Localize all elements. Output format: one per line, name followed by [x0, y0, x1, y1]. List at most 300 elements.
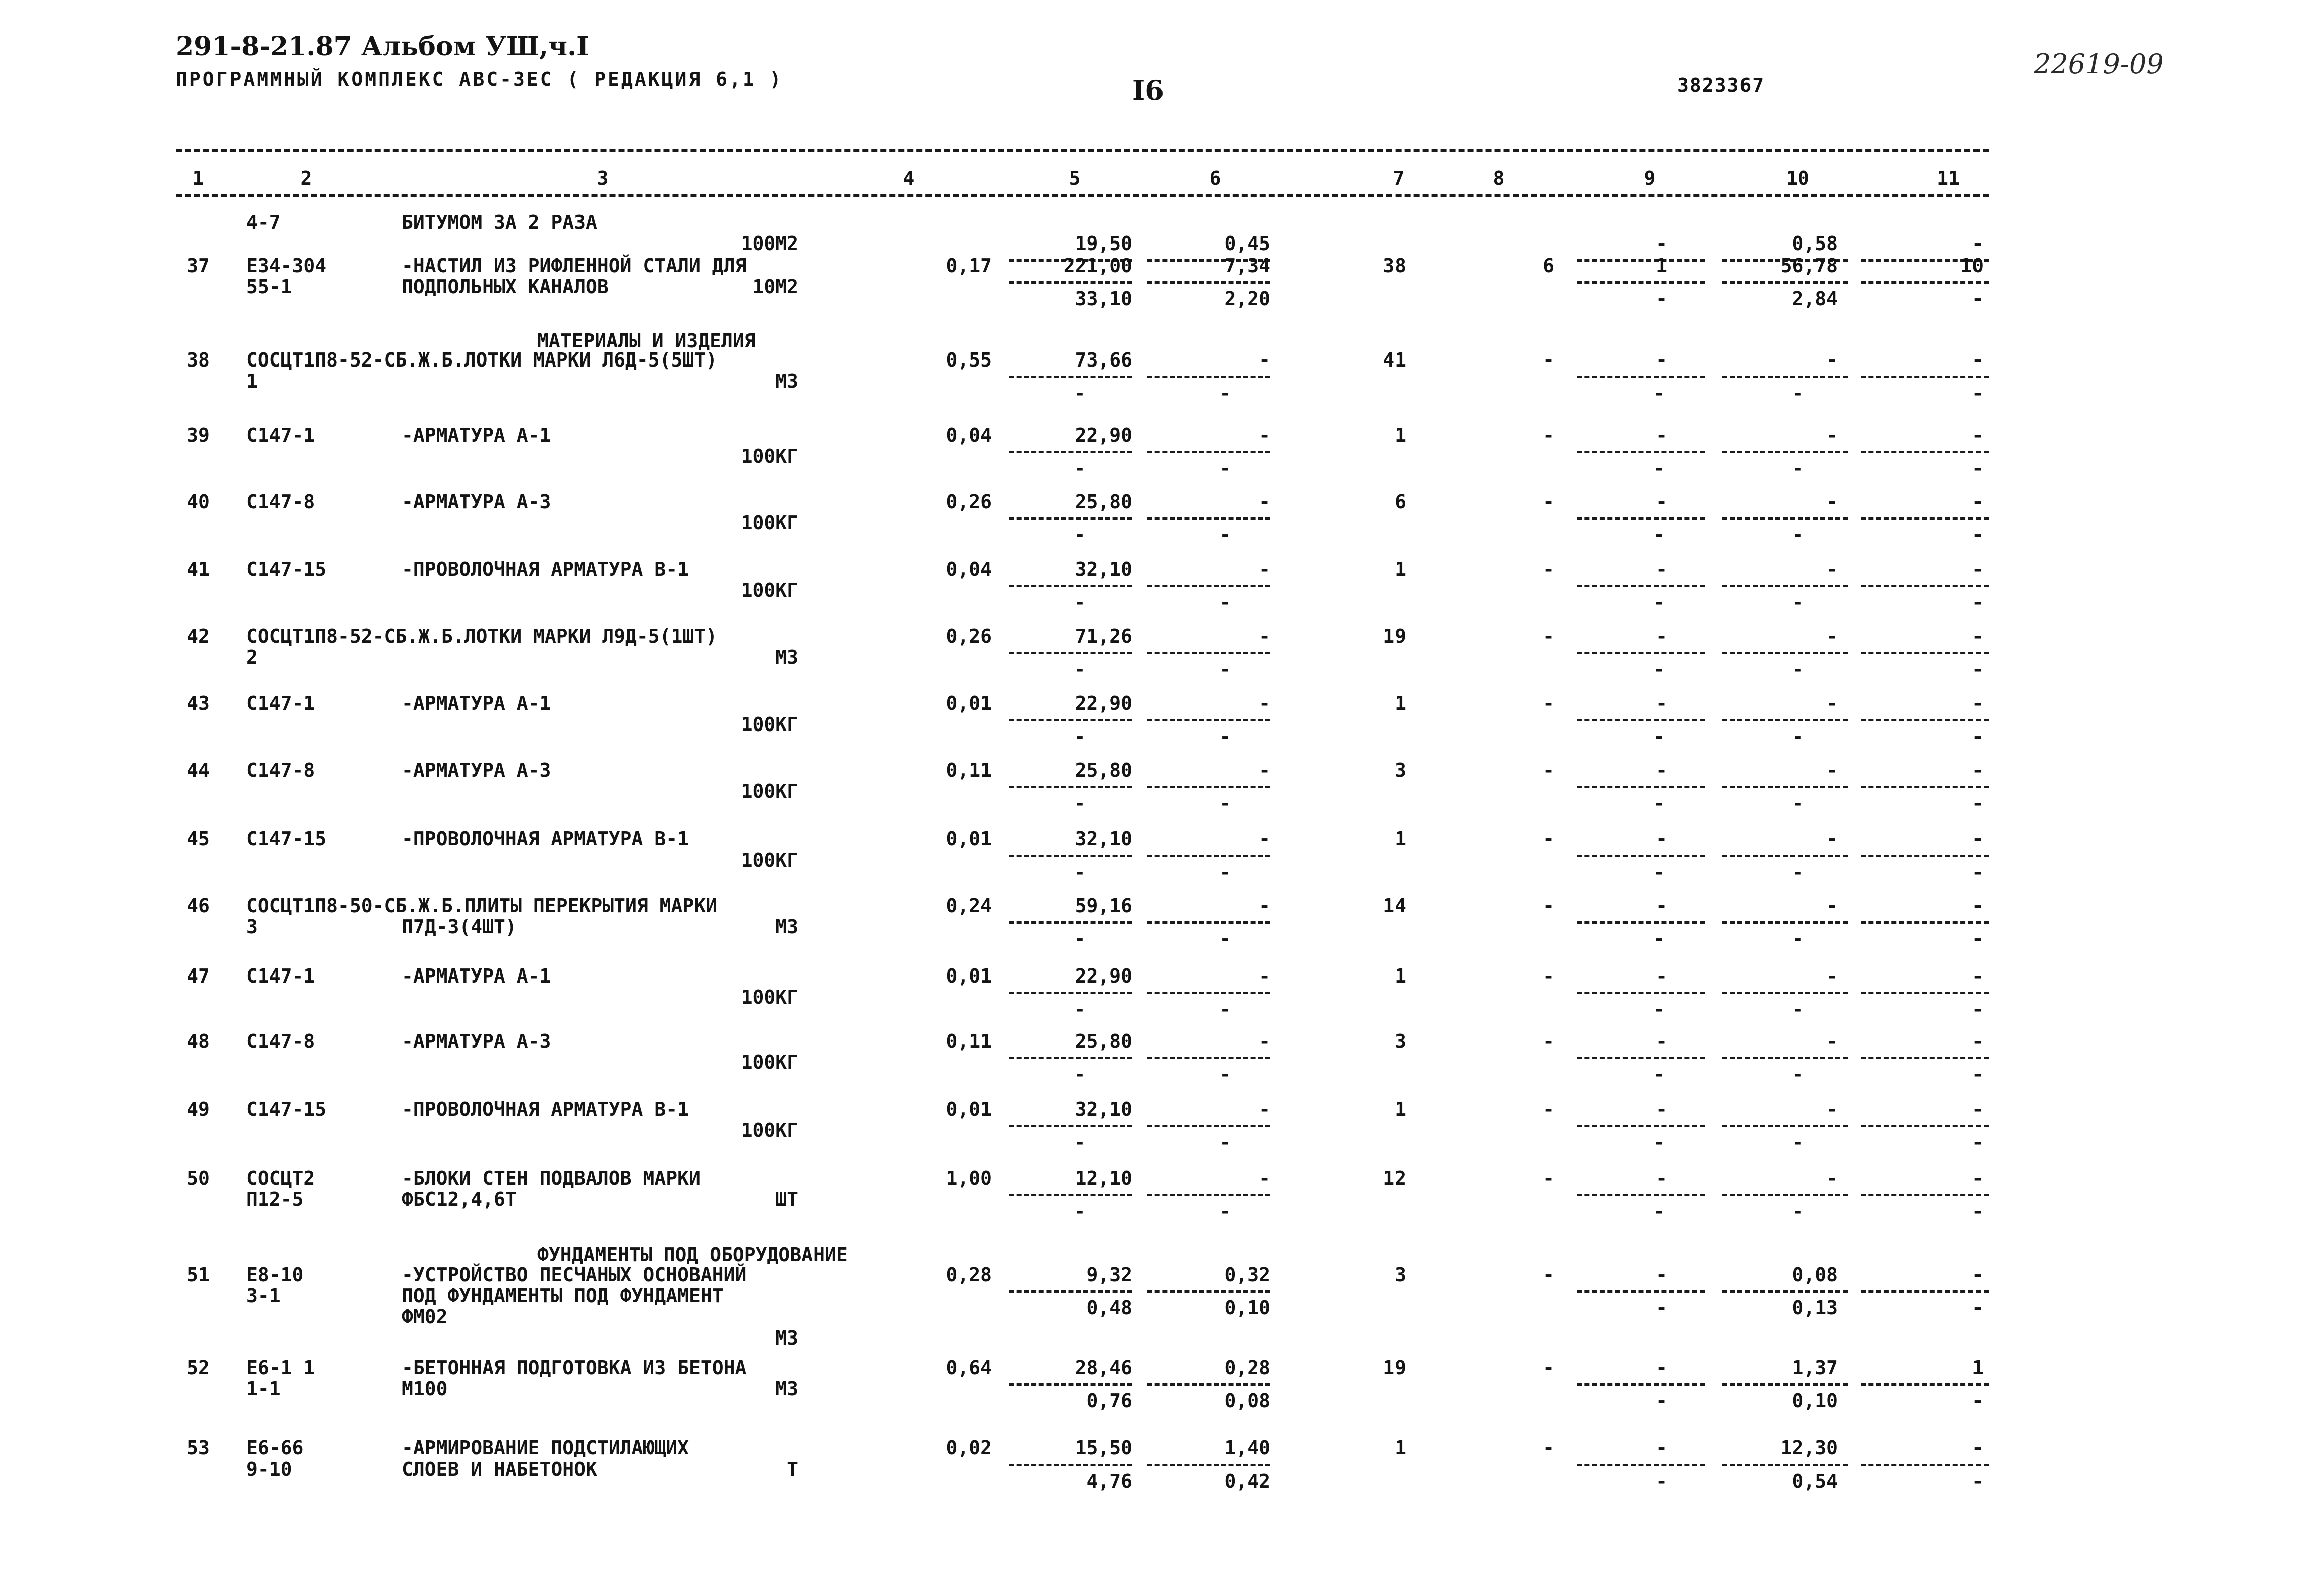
- subtotal-col11: -: [1972, 1200, 1984, 1223]
- cell-col6: 0,28: [1224, 1357, 1270, 1379]
- cell-col11: -: [1972, 625, 1984, 647]
- row-code-line2: 3: [246, 916, 258, 938]
- cell-col5: 22,90: [1075, 965, 1132, 987]
- row-description: -АРМАТУРА А-1: [402, 965, 551, 987]
- cell-col10: 12,30: [1780, 1437, 1838, 1459]
- column-header-7: 7: [1392, 167, 1405, 189]
- cell-col4: 0,01: [946, 1098, 992, 1120]
- row-number: 44: [187, 759, 210, 781]
- cell-col10: -: [1826, 349, 1838, 371]
- row-description: -АРМАТУРА А-3: [402, 759, 551, 781]
- subtotal-col10: 2,84: [1792, 288, 1838, 310]
- row-number: 48: [187, 1030, 210, 1052]
- subtotal-col5: 0,48: [1086, 1297, 1132, 1319]
- cell-col8: -: [1543, 1264, 1554, 1286]
- sub-rule-col5: [1009, 281, 1132, 284]
- row-unit: 10М2: [752, 276, 798, 298]
- row-unit: 100М2: [741, 232, 798, 255]
- row-code: 4-7: [246, 211, 281, 233]
- sub-rule-col11: [1861, 585, 1989, 587]
- row-number: 38: [187, 349, 210, 371]
- cell-col7: 19: [1383, 1357, 1406, 1379]
- subtotal-col11: -: [1972, 1131, 1984, 1153]
- cell-col10: 0,58: [1792, 232, 1838, 255]
- sub-rule-col10: [1722, 1125, 1848, 1127]
- cell-col11: -: [1972, 349, 1984, 371]
- sub-rule-col5: [1009, 652, 1132, 654]
- subtotal-col9: -: [1653, 1063, 1665, 1085]
- row-unit: М3: [775, 1378, 798, 1400]
- cell-col4: 0,04: [946, 424, 992, 446]
- sub-rule-col9: [1577, 1057, 1705, 1059]
- cell-col5: 32,10: [1075, 558, 1132, 580]
- cell-col9: -: [1656, 1167, 1667, 1189]
- subtotal-col10: -: [1792, 524, 1804, 546]
- row-code: Е6-66: [246, 1437, 304, 1459]
- sub-rule-col5: [1009, 1125, 1132, 1127]
- subtotal-col6: -: [1219, 792, 1231, 814]
- sub-rule-col9: [1577, 376, 1705, 378]
- subtotal-col11: -: [1972, 288, 1984, 310]
- cell-col4: 0,01: [946, 965, 992, 987]
- row-description-line3: ФМ02: [402, 1306, 448, 1328]
- row-description: -АРМАТУРА А-1: [402, 692, 551, 714]
- subtotal-col5: -: [1074, 861, 1086, 883]
- sub-rule-col6: [1147, 1125, 1270, 1127]
- cell-col7: 12: [1383, 1167, 1406, 1189]
- cell-col6: 0,32: [1224, 1264, 1270, 1286]
- subtotal-col9: -: [1653, 457, 1665, 479]
- row-number: 41: [187, 558, 210, 580]
- subtotal-col9: -: [1653, 382, 1665, 404]
- cell-col10: -: [1826, 424, 1838, 446]
- row-number: 45: [187, 828, 210, 850]
- row-unit: М3: [775, 370, 798, 392]
- row-code-line2: П12-5: [246, 1188, 304, 1210]
- cell-col7: 1: [1395, 424, 1406, 446]
- subtotal-col6: -: [1219, 725, 1231, 748]
- row-code: СОСЦТ1П8-52-СБ.Ж.Б.ЛОТКИ МАРКИ Л6Д-5(5ШТ): [246, 349, 717, 371]
- cell-col6: -: [1259, 759, 1270, 781]
- row-code: Е8-10: [246, 1264, 304, 1286]
- subtotal-col10: -: [1792, 591, 1804, 614]
- cell-col5: 15,50: [1075, 1437, 1132, 1459]
- subtotal-col11: -: [1972, 792, 1984, 814]
- sub-rule-col5: [1009, 921, 1132, 924]
- cell-col4: 0,26: [946, 491, 992, 513]
- subtotal-col5: 0,76: [1086, 1390, 1132, 1412]
- cell-col4: 0,55: [946, 349, 992, 371]
- row-number: 42: [187, 625, 210, 647]
- column-header-8: 8: [1493, 167, 1505, 189]
- subtotal-col11: -: [1972, 591, 1984, 614]
- sub-rule-col5: [1009, 1057, 1132, 1059]
- sub-rule-col9: [1577, 1383, 1705, 1386]
- row-code: СОСЦТ1П8-50-СБ.Ж.Б.ПЛИТЫ ПЕРЕКРЫТИЯ МАРКИ: [246, 895, 717, 917]
- cell-col8: -: [1543, 895, 1554, 917]
- sub-rule-col9: [1577, 652, 1705, 654]
- sub-rule-col6: [1147, 786, 1270, 788]
- sub-rule-col6: [1147, 585, 1270, 587]
- sub-rule-col6: [1147, 1290, 1270, 1293]
- subtotal-col11: -: [1972, 658, 1984, 680]
- subtotal-col11: -: [1972, 861, 1984, 883]
- subtotal-col6: 0,42: [1224, 1470, 1270, 1492]
- sub-rule-col6: [1147, 1057, 1270, 1059]
- row-unit: 100КГ: [741, 986, 798, 1008]
- sub-rule-col9: [1577, 517, 1705, 520]
- cell-col8: -: [1543, 625, 1554, 647]
- subtotal-col5: -: [1074, 457, 1086, 479]
- cell-col5: 25,80: [1075, 759, 1132, 781]
- row-unit: 100КГ: [741, 579, 798, 601]
- cell-col6: -: [1259, 349, 1270, 371]
- subtotal-col10: 0,13: [1792, 1297, 1838, 1319]
- subtotal-col9: -: [1656, 1390, 1667, 1412]
- sub-rule-col6: [1147, 376, 1270, 378]
- cell-col4: 0,24: [946, 895, 992, 917]
- subtotal-col9: -: [1653, 998, 1665, 1020]
- sub-rule-col9: [1577, 855, 1705, 857]
- cell-col6: 1,40: [1224, 1437, 1270, 1459]
- sub-rule-col11: [1861, 1125, 1989, 1127]
- sub-rule-col6: [1147, 1464, 1270, 1466]
- column-header-6: 6: [1209, 167, 1221, 189]
- sub-rule-col10: [1722, 992, 1848, 994]
- row-code: С147-15: [246, 558, 327, 580]
- cell-col10: -: [1826, 828, 1838, 850]
- cell-col10: 1,37: [1792, 1357, 1838, 1379]
- sub-rule-col11: [1861, 451, 1989, 453]
- cell-col10: -: [1826, 759, 1838, 781]
- row-code: СОСЦТ1П8-52-СБ.Ж.Б.ЛОТКИ МАРКИ Л9Д-5(1ШТ): [246, 625, 717, 647]
- cell-col5: 22,90: [1075, 692, 1132, 714]
- cell-col7: 1: [1395, 1437, 1406, 1459]
- cell-col6: -: [1259, 828, 1270, 850]
- row-description: -БЛОКИ СТЕН ПОДВАЛОВ МАРКИ: [402, 1167, 701, 1189]
- row-number: 46: [187, 895, 210, 917]
- cell-col11: -: [1972, 828, 1984, 850]
- subtotal-col5: -: [1074, 591, 1086, 614]
- subtotal-col10: 0,54: [1792, 1470, 1838, 1492]
- row-number: 53: [187, 1437, 210, 1459]
- row-unit: 100КГ: [741, 445, 798, 467]
- sub-rule-col11: [1861, 855, 1989, 857]
- sub-rule-col6: [1147, 719, 1270, 721]
- cell-col7: 19: [1383, 625, 1406, 647]
- row-number: 50: [187, 1167, 210, 1189]
- section-heading: ФУНДАМЕНТЫ ПОД ОБОРУДОВАНИЕ: [537, 1244, 848, 1266]
- document-code: 3823367: [1677, 74, 1765, 96]
- cell-col4: 1,00: [946, 1167, 992, 1189]
- cell-col7: 1: [1395, 692, 1406, 714]
- cell-col8: -: [1543, 491, 1554, 513]
- row-code: С147-1: [246, 692, 315, 714]
- cell-col11: -: [1972, 1098, 1984, 1120]
- sub-rule-col11: [1861, 1383, 1989, 1386]
- row-description-line2: ПОДПОЛЬНЫХ КАНАЛОВ: [402, 276, 609, 298]
- cell-col11: -: [1972, 491, 1984, 513]
- sub-rule-col6: [1147, 921, 1270, 924]
- cell-col4: 0,11: [946, 1030, 992, 1052]
- cell-col4: 0,28: [946, 1264, 992, 1286]
- row-code-line2: 2: [246, 646, 258, 668]
- subtotal-col11: -: [1972, 382, 1984, 404]
- row-description: -АРМАТУРА А-3: [402, 1030, 551, 1052]
- cell-col5: 73,66: [1075, 349, 1132, 371]
- subtotal-col10: 0,10: [1792, 1390, 1838, 1412]
- subtotal-col6: -: [1219, 998, 1231, 1020]
- sub-rule-col9: [1577, 786, 1705, 788]
- sub-rule-col6: [1147, 281, 1270, 284]
- sub-rule-col10: [1722, 719, 1848, 721]
- cell-col9: -: [1656, 558, 1667, 580]
- row-number: 47: [187, 965, 210, 987]
- cell-col9: -: [1656, 349, 1667, 371]
- row-unit: 100КГ: [741, 713, 798, 736]
- subtotal-col10: -: [1792, 1131, 1804, 1153]
- sub-rule-col10: [1722, 652, 1848, 654]
- column-header-11: 11: [1937, 167, 1960, 189]
- row-unit: М3: [775, 916, 798, 938]
- cell-col7: 14: [1383, 895, 1406, 917]
- subtotal-col11: -: [1972, 1390, 1984, 1412]
- row-code: С147-15: [246, 1098, 327, 1120]
- row-description: -АРМАТУРА А-3: [402, 491, 551, 513]
- row-code: Е6-1 1: [246, 1357, 315, 1379]
- subtotal-col5: 33,10: [1075, 288, 1132, 310]
- cell-col10: -: [1826, 558, 1838, 580]
- sub-rule-col10: [1722, 921, 1848, 924]
- row-description: БИТУМОМ ЗА 2 РАЗА: [402, 211, 597, 233]
- row-description: -УСТРОЙСТВО ПЕСЧАНЫХ ОСНОВАНИЙ: [402, 1264, 747, 1286]
- sub-rule-col5: [1009, 1464, 1132, 1466]
- cell-col4: 0,11: [946, 759, 992, 781]
- cell-col5: 22,90: [1075, 424, 1132, 446]
- subtotal-col5: -: [1074, 928, 1086, 950]
- row-description-line2: ФБС12,4,6Т: [402, 1188, 517, 1210]
- subtotal-col11: -: [1972, 1063, 1984, 1085]
- sub-rule-col9: [1577, 719, 1705, 721]
- cell-col8: 6: [1543, 255, 1554, 277]
- sub-rule-col10: [1722, 1290, 1848, 1293]
- cell-col11: 10: [1960, 255, 1984, 277]
- subtotal-col9: -: [1653, 1131, 1665, 1153]
- subtotal-col10: -: [1792, 792, 1804, 814]
- cell-col5: 59,16: [1075, 895, 1132, 917]
- cell-col11: 1: [1972, 1357, 1984, 1379]
- sub-rule-col9: [1577, 921, 1705, 924]
- cell-col7: 3: [1395, 1030, 1406, 1052]
- cell-col8: -: [1543, 759, 1554, 781]
- row-description: -ПРОВОЛОЧНАЯ АРМАТУРА В-1: [402, 1098, 689, 1120]
- sub-rule-col11: [1861, 1290, 1989, 1293]
- row-code-line2: 55-1: [246, 276, 292, 298]
- row-unit: М3: [775, 1327, 798, 1349]
- row-description: -ПРОВОЛОЧНАЯ АРМАТУРА В-1: [402, 558, 689, 580]
- column-header-10: 10: [1786, 167, 1809, 189]
- row-code: С147-8: [246, 759, 315, 781]
- subtotal-col11: -: [1972, 998, 1984, 1020]
- cell-col8: -: [1543, 1167, 1554, 1189]
- row-code: С147-8: [246, 1030, 315, 1052]
- subtotal-col9: -: [1653, 861, 1665, 883]
- cell-col5: 71,26: [1075, 625, 1132, 647]
- subtotal-col10: -: [1792, 1063, 1804, 1085]
- cell-col5: 28,46: [1075, 1357, 1132, 1379]
- sub-rule-col11: [1861, 786, 1989, 788]
- subtotal-col9: -: [1653, 792, 1665, 814]
- subtotal-col5: -: [1074, 725, 1086, 748]
- sub-rule-col11: [1861, 281, 1989, 284]
- sub-rule-col11: [1861, 1057, 1989, 1059]
- row-code-line2: 1-1: [246, 1378, 281, 1400]
- sub-rule-col9: [1577, 992, 1705, 994]
- row-unit: 100КГ: [741, 1051, 798, 1073]
- column-header-4: 4: [903, 167, 915, 189]
- sub-rule-col10: [1722, 451, 1848, 453]
- cell-col4: 0,01: [946, 828, 992, 850]
- sub-rule-col11: [1861, 376, 1989, 378]
- cell-col8: -: [1543, 349, 1554, 371]
- subtotal-col10: -: [1792, 998, 1804, 1020]
- cell-col11: -: [1972, 558, 1984, 580]
- row-number: 52: [187, 1357, 210, 1379]
- sub-rule-col6: [1147, 517, 1270, 520]
- subtotal-col10: -: [1792, 658, 1804, 680]
- cell-col4: 0,17: [946, 255, 992, 277]
- row-unit: 100КГ: [741, 512, 798, 534]
- cell-col11: -: [1972, 895, 1984, 917]
- sub-rule-col9: [1577, 281, 1705, 284]
- cell-col9: -: [1656, 965, 1667, 987]
- subtotal-col10: -: [1792, 382, 1804, 404]
- sub-rule-col11: [1861, 992, 1989, 994]
- cell-col6: -: [1259, 1030, 1270, 1052]
- sub-rule-col10: [1722, 376, 1848, 378]
- sub-rule-col10: [1722, 585, 1848, 587]
- subtotal-col6: -: [1219, 1131, 1231, 1153]
- cell-col6: -: [1259, 558, 1270, 580]
- album-title: 291-8-21.87 Альбом УШ,ч.I: [176, 31, 589, 62]
- row-description: -ПРОВОЛОЧНАЯ АРМАТУРА В-1: [402, 828, 689, 850]
- cell-col6: 7,34: [1224, 255, 1270, 277]
- cell-col7: 1: [1395, 558, 1406, 580]
- cell-col5: 25,80: [1075, 491, 1132, 513]
- sub-rule-col10: [1722, 1383, 1848, 1386]
- handwritten-number: 22619-09: [2034, 48, 2164, 80]
- cell-col6: -: [1259, 625, 1270, 647]
- cell-col4: 0,01: [946, 692, 992, 714]
- cell-col7: 1: [1395, 1098, 1406, 1120]
- cell-col8: -: [1543, 1437, 1554, 1459]
- cell-col5: 32,10: [1075, 1098, 1132, 1120]
- cell-col9: -: [1656, 759, 1667, 781]
- sub-rule-col10: [1722, 786, 1848, 788]
- subtotal-col9: -: [1653, 658, 1665, 680]
- cell-col7: 38: [1383, 255, 1406, 277]
- cell-col11: -: [1972, 1437, 1984, 1459]
- cell-col8: -: [1543, 424, 1554, 446]
- subtotal-col6: 0,10: [1224, 1297, 1270, 1319]
- row-description: -АРМАТУРА А-1: [402, 424, 551, 446]
- row-code-line2: 3-1: [246, 1285, 281, 1307]
- cell-col8: -: [1543, 692, 1554, 714]
- subtotal-col9: -: [1656, 288, 1667, 310]
- subtotal-col5: -: [1074, 1063, 1086, 1085]
- cell-col4: 0,64: [946, 1357, 992, 1379]
- sub-rule-col5: [1009, 855, 1132, 857]
- cell-col8: -: [1543, 1357, 1554, 1379]
- cell-col4: 0,26: [946, 625, 992, 647]
- column-header-1: 1: [192, 167, 204, 189]
- cell-col6: -: [1259, 491, 1270, 513]
- cell-col11: -: [1972, 1030, 1984, 1052]
- cell-col9: -: [1656, 625, 1667, 647]
- row-unit: М3: [775, 646, 798, 668]
- cell-col6: -: [1259, 1098, 1270, 1120]
- sub-rule-col5: [1009, 585, 1132, 587]
- subtotal-col11: -: [1972, 457, 1984, 479]
- subtotal-col10: -: [1792, 725, 1804, 748]
- subtotal-col11: -: [1972, 928, 1984, 950]
- row-unit: 100КГ: [741, 1119, 798, 1141]
- subtotal-col6: -: [1219, 457, 1231, 479]
- cell-col4: 0,04: [946, 558, 992, 580]
- cell-col11: -: [1972, 1264, 1984, 1286]
- sub-rule-col5: [1009, 992, 1132, 994]
- cell-col10: -: [1826, 965, 1838, 987]
- cell-col8: -: [1543, 1098, 1554, 1120]
- cell-col9: -: [1656, 1030, 1667, 1052]
- sub-rule-col9: [1577, 1464, 1705, 1466]
- cell-col10: -: [1826, 1167, 1838, 1189]
- row-number: 39: [187, 424, 210, 446]
- row-unit: 100КГ: [741, 780, 798, 802]
- sub-rule-col6: [1147, 1194, 1270, 1196]
- row-code: С147-15: [246, 828, 327, 850]
- sub-rule-col11: [1861, 1464, 1989, 1466]
- row-number: 51: [187, 1264, 210, 1286]
- cell-col4: 0,02: [946, 1437, 992, 1459]
- cell-col11: -: [1972, 424, 1984, 446]
- cell-col6: -: [1259, 1167, 1270, 1189]
- subtotal-col6: 0,08: [1224, 1390, 1270, 1412]
- row-description-line2: М100: [402, 1378, 448, 1400]
- row-code-line2: 1: [246, 370, 258, 392]
- cell-col10: 0,08: [1792, 1264, 1838, 1286]
- row-unit: Т: [787, 1458, 798, 1480]
- sub-rule-col9: [1577, 585, 1705, 587]
- sub-rule-col5: [1009, 451, 1132, 453]
- subtotal-col9: -: [1653, 591, 1665, 614]
- sub-rule-col5: [1009, 1290, 1132, 1293]
- subtotal-col11: -: [1972, 1470, 1984, 1492]
- sub-rule-col5: [1009, 1383, 1132, 1386]
- subtotal-col6: -: [1219, 658, 1231, 680]
- sub-rule-col11: [1861, 921, 1989, 924]
- cell-col7: 3: [1395, 1264, 1406, 1286]
- cell-col9: -: [1656, 1098, 1667, 1120]
- cell-col6: -: [1259, 895, 1270, 917]
- cell-col10: -: [1826, 491, 1838, 513]
- cell-col11: -: [1972, 965, 1984, 987]
- sub-rule-col9: [1577, 1194, 1705, 1196]
- cell-col10: -: [1826, 692, 1838, 714]
- cell-col6: -: [1259, 965, 1270, 987]
- sub-rule-col10: [1722, 281, 1848, 284]
- subtotal-col9: -: [1653, 928, 1665, 950]
